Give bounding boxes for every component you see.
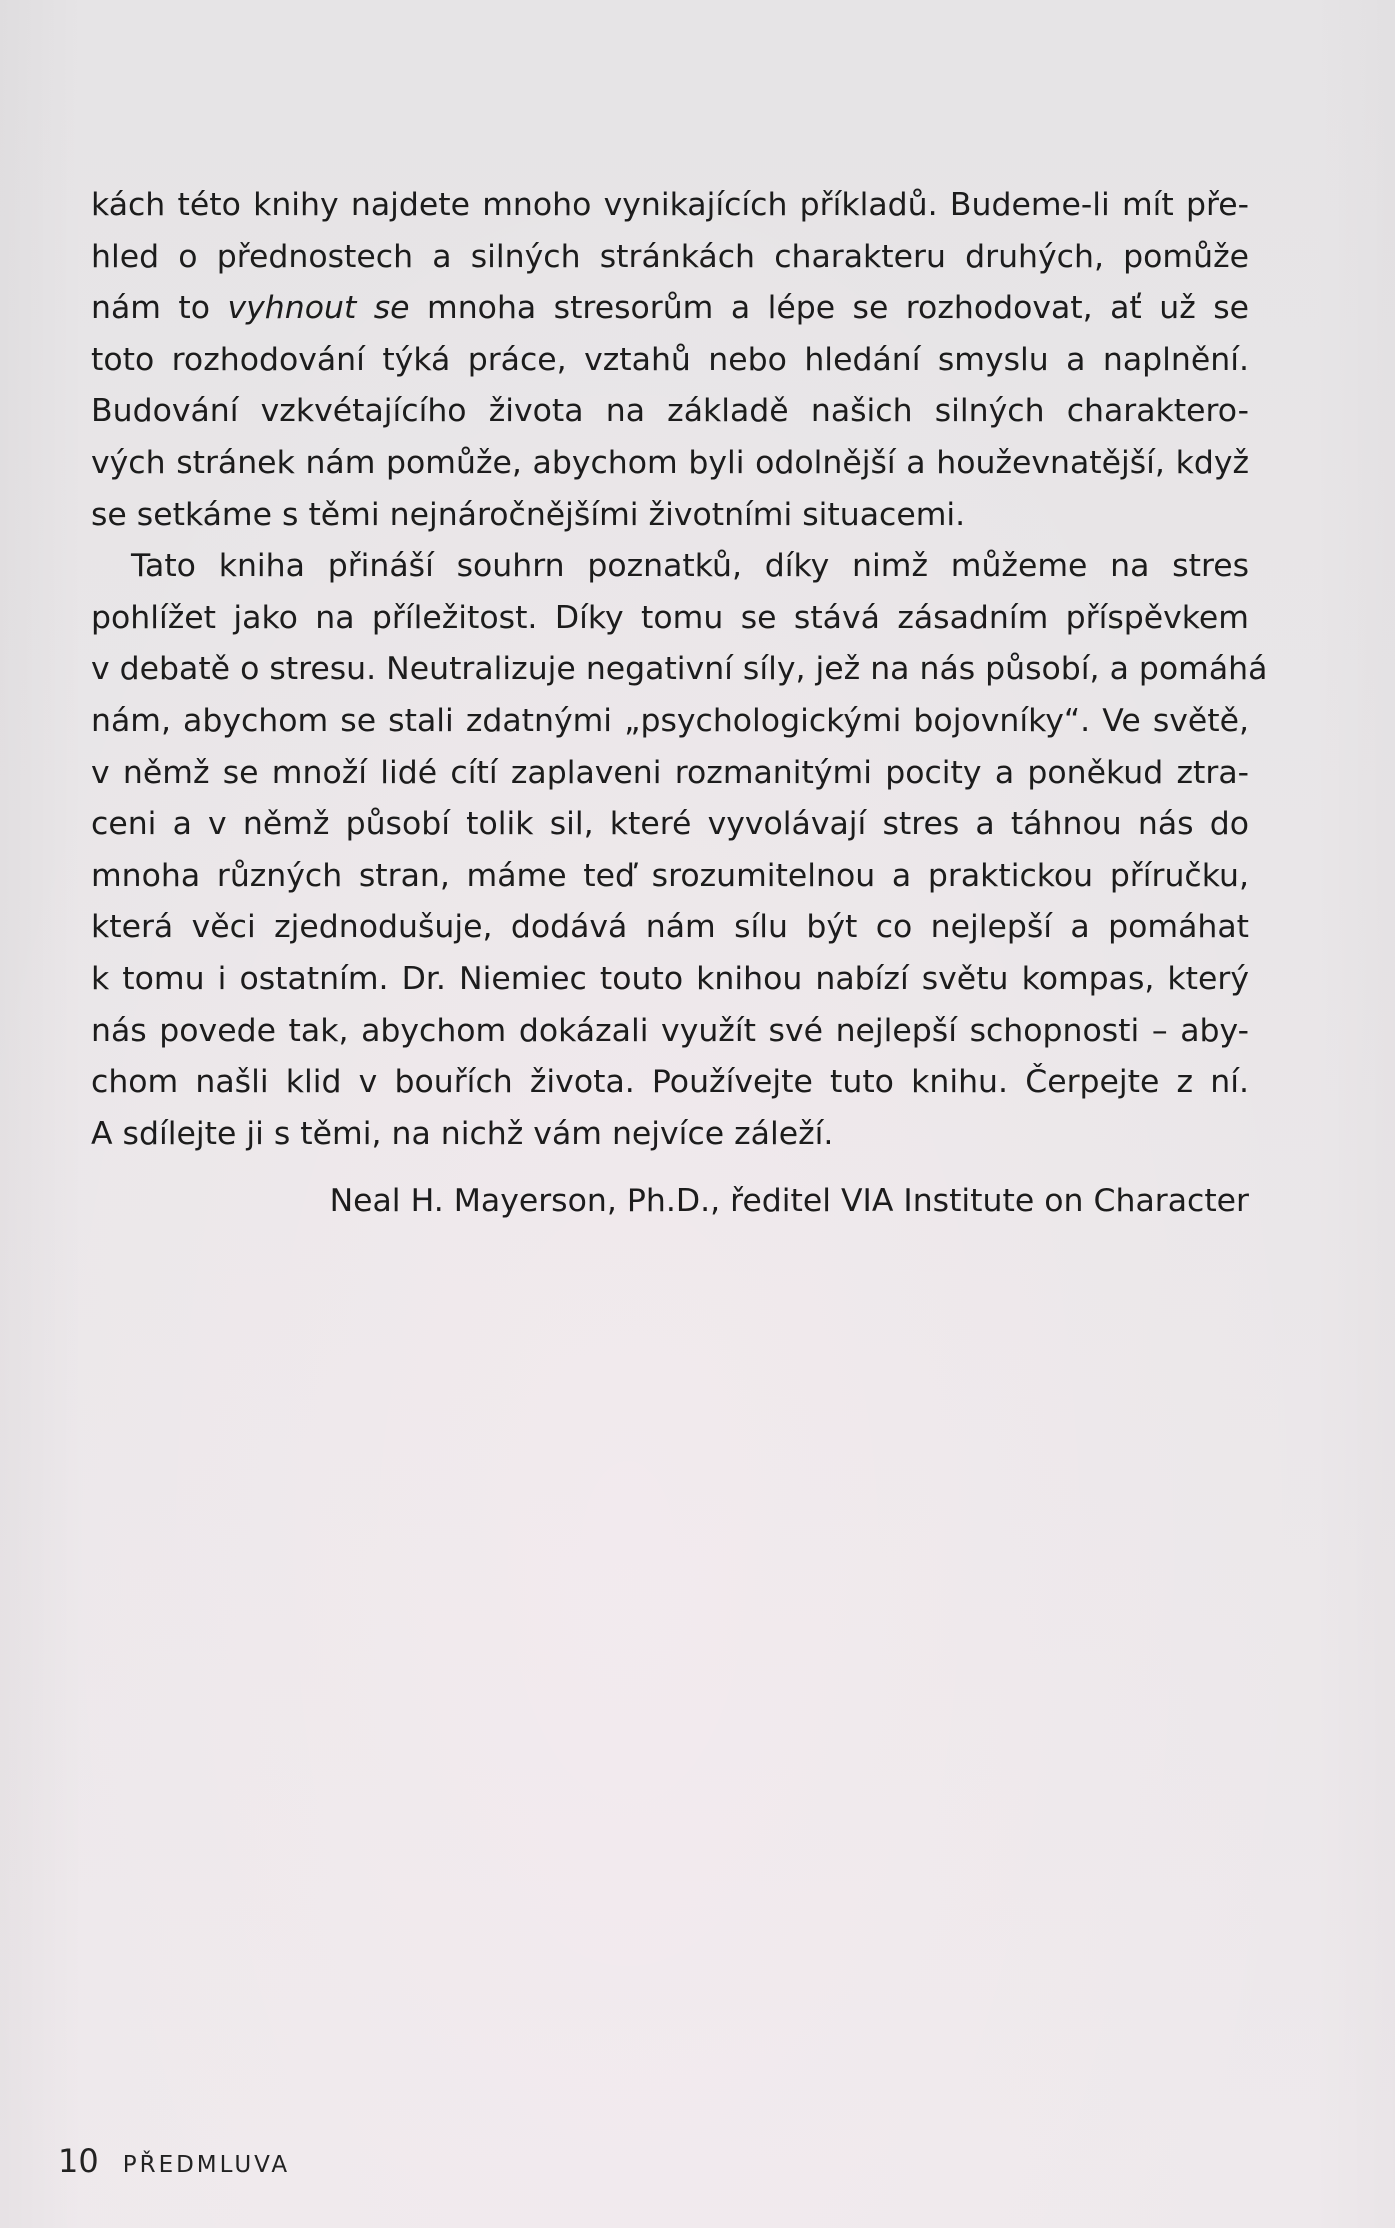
page-number: 10 (58, 2142, 99, 2180)
text-run: mnoha stresorům a lépe se rozhodovat, ať už se (409, 290, 1249, 327)
text-line: nám, abychom se stali zdatnými „psychologickými bojovníky“. Ve světě, (91, 702, 1249, 739)
text-line: nás povede tak, abychom dokázali využít své nejlepší schopnosti – aby- (91, 1012, 1249, 1049)
text-line: hled o přednostech a silných stránkách charakteru druhých, pomůže (91, 238, 1249, 275)
text-run: nám to (91, 290, 228, 327)
signature: Neal H. Mayerson, Ph.D., ředitel VIA Institute on Character (329, 1183, 1249, 1220)
text-line (91, 283, 1249, 335)
text-line: pohlížet jako na příležitost. Díky tomu se stává zásadním příspěvkem (91, 599, 1249, 636)
text-line: která věci zjednodušuje, dodává nám sílu být co nejlepší a pomáhat (91, 909, 1249, 946)
text-line: mnoha různých stran, máme teď srozumitelnou a praktickou příručku, (91, 857, 1249, 894)
text-line: k tomu i ostatním. Dr. Niemiec touto knihou nabízí světu kompas, který (91, 960, 1249, 997)
text-line: Tato kniha přináší souhrn poznatků, díky nimž můžeme na stres (131, 548, 1249, 585)
text-line: Budování vzkvétajícího života na základě našich silných charaktero- (91, 393, 1249, 430)
text-line: se setkáme s těmi nejnáročnějšími životními situacemi. (91, 496, 966, 533)
text-line: kách této knihy najdete mnoho vynikajících příkladů. Budeme-li mít pře- (91, 187, 1249, 223)
text-line: v debatě o stresu. Neutralizuje negativní síly, jež na nás působí, a pomáhá (91, 651, 1268, 688)
text-line: A sdílejte ji s těmi, na nichž vám nejvíce záleží. (91, 1115, 834, 1152)
emphasis-text: vyhnout se (227, 290, 410, 327)
page-footer (58, 2142, 290, 2180)
running-head: PŘEDMLUVA (122, 2152, 291, 2178)
text-line: toto rozhodování týká práce, vztahů nebo hledání smyslu a naplnění. (91, 341, 1249, 378)
text-line: v němž se množí lidé cítí zaplaveni rozmanitými pocity a poněkud ztra- (91, 754, 1249, 791)
body-text (91, 180, 1268, 1228)
text-line: chom našli klid v bouřích života. Používejte tuto knihu. Čerpejte z ní. (91, 1064, 1249, 1101)
text-line: ceni a v němž působí tolik sil, které vyvolávají stres a táhnou nás do (91, 806, 1249, 843)
text-line: vých stránek nám pomůže, abychom byli odolnější a houževnatější, když (91, 444, 1249, 481)
